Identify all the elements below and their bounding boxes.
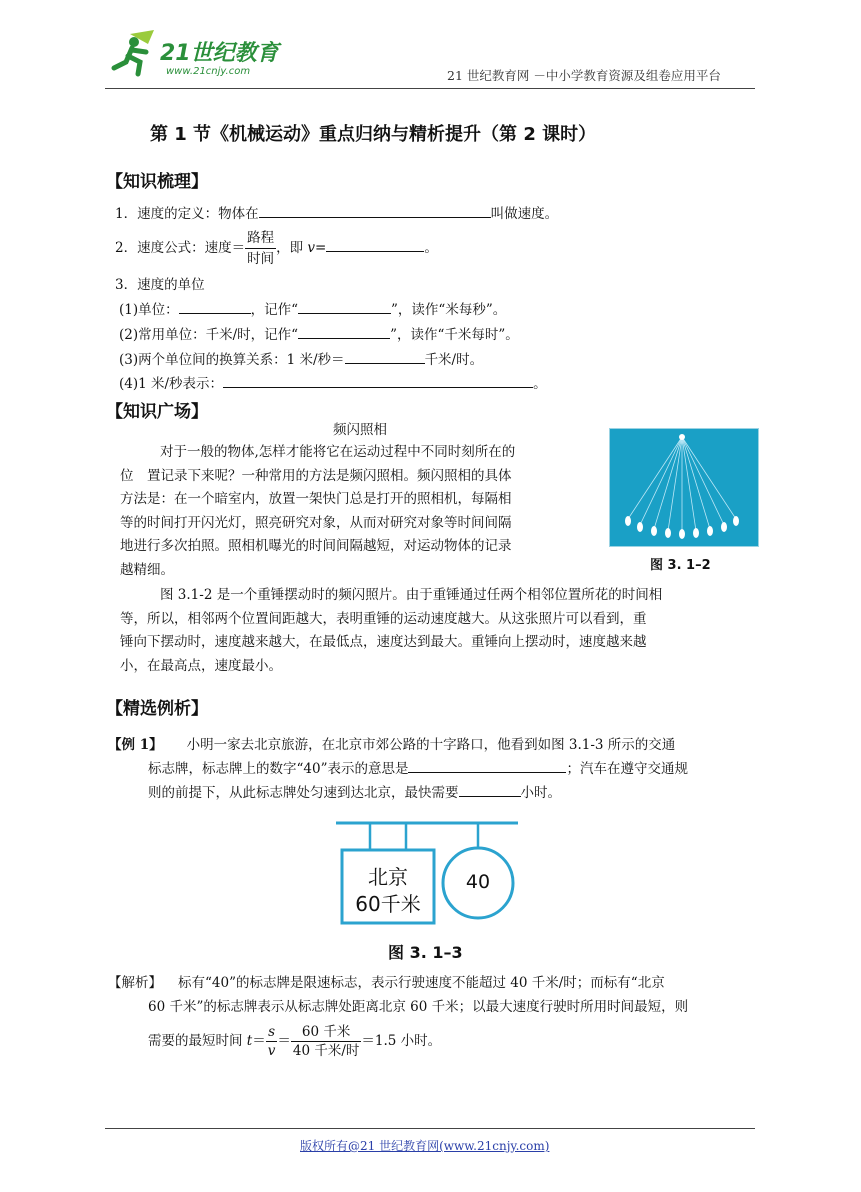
item-2 (115, 228, 438, 269)
blank-2[interactable] (326, 237, 424, 252)
reading-line: 对于一般的物体,怎样才能将它在运动过程中不同时刻所在的 (160, 444, 516, 460)
analysis-result: ＝1.5 小时。 (361, 1033, 442, 1049)
item-3-4-end: 。 (533, 376, 547, 392)
var-v: v (307, 240, 316, 256)
blank-3-1a[interactable] (179, 299, 251, 314)
item-3-1-text: (1)单位： (119, 302, 179, 318)
item-3: 3．速度的单位 (115, 277, 205, 293)
item-3-2 (119, 324, 519, 345)
fraction-s-over-v (266, 1023, 278, 1060)
blank-example-1b[interactable] (459, 782, 521, 797)
section-extension: 【知识广场】 (106, 402, 208, 422)
blank-3-4[interactable] (223, 373, 533, 388)
reading-line: 方法是：在一个暗室内，放置一架快门总是打开的照相机，每隔相 (120, 491, 512, 507)
reading-paragraph-1 (120, 441, 600, 582)
analysis-line: 需要的最短时间 (148, 1033, 247, 1049)
item-2-eq: = (315, 240, 327, 256)
blank-example-1a[interactable] (408, 758, 566, 773)
item-3-4-text: (4)1 米/秒表示： (119, 376, 224, 392)
figure-caption-3-1-3: 图 3. 1–3 (388, 943, 463, 962)
equals: ＝ (277, 1033, 291, 1049)
logo-url: www.21cnjy.com (166, 66, 251, 77)
fraction-speed (245, 228, 276, 269)
item-3-1-mid: ，记作“ (250, 302, 299, 318)
item-3-2-text: (2)常用单位：千米/时，记作“ (119, 327, 299, 343)
equals: ＝ (252, 1033, 266, 1049)
item-1-tail: 叫做速度。 (490, 206, 559, 222)
analysis-label: 【解析】 (108, 975, 162, 991)
sign-distance: 60千米 (355, 892, 421, 916)
example-line: 标志牌，标志牌上的数字“40”表示的意思是 (148, 761, 409, 777)
reading-heading: 频闪照相 (333, 422, 387, 438)
fraction-values (291, 1023, 362, 1060)
runner-logo-icon (108, 28, 164, 82)
logo (108, 28, 283, 82)
item-3-2-end: ”，读作“千米每时”。 (390, 327, 519, 343)
item-3-4 (119, 373, 547, 394)
fraction-num: 60 千米 (291, 1023, 362, 1042)
reading-line: 等的时间打开闪光灯，照亮研究对象，从而对研究对象等时间间隔 (120, 514, 512, 531)
item-3-3-end: 千米/时。 (424, 352, 484, 368)
example-1 (108, 733, 758, 805)
traffic-sign-figure (336, 815, 518, 927)
blank-3-2[interactable] (298, 324, 390, 339)
var-t: t (246, 1033, 253, 1049)
item-1-text: 1．速度的定义：物体在 (115, 206, 259, 222)
item-2-text: 2．速度公式：速度＝ (115, 240, 246, 256)
var-s: s (266, 1023, 278, 1042)
item-3-1-end: ”，读作“米每秒”。 (391, 302, 507, 318)
figure-caption-3-1-2: 图 3. 1–2 (650, 558, 711, 573)
item-1 (115, 203, 558, 224)
item-2-mid: ，即 (276, 240, 308, 256)
blank-1[interactable] (259, 203, 491, 218)
item-3-3 (119, 349, 483, 370)
example-line: 小时。 (520, 785, 561, 801)
reading-line: 位 置记录下来呢？一种常用的方法是频闪照相。频闪照相的具体 (120, 467, 512, 484)
fraction-num: 路程 (245, 228, 276, 249)
reading-line: 等，所以，相邻两个位置间距越大，表明重锤的运动速度越大。从这张照片可以看到，重 (120, 610, 647, 627)
reading-line: 锤向下摆动时，速度越来越大，在最低点，速度达到最大。重锤向上摆动时，速度越来越 (120, 634, 647, 650)
example-line: 则的前提下，从此标志牌处匀速到达北京，最快需要 (148, 785, 459, 801)
fraction-den: 时间 (247, 251, 275, 267)
sign-city: 北京 (368, 865, 408, 889)
footer-copyright-link[interactable]: 版权所有@21 世纪教育网(www.21cnjy.com) (300, 1139, 550, 1153)
item-3-1 (119, 299, 506, 320)
reading-line: 图 3.1-2 是一个重锤摆动时的频闪照片。由于重锤通过任两个相邻位置所花的时间相 (160, 587, 663, 603)
item-3-3-text: (3)两个单位间的换算关系：1 米/秒＝ (119, 352, 345, 368)
footer-divider (105, 1128, 755, 1129)
strobe-photo (609, 428, 759, 547)
analysis-line: 60 千米”的标志牌表示从标志牌处距离北京 60 千米；以最大速度行驶时所用时间最短，则 (148, 999, 689, 1015)
analysis-line: 标有“40”的标志牌是限速标志，表示行驶速度不能超过 40 千米/时；而标有“北京 (178, 975, 665, 991)
header-divider (105, 88, 755, 89)
reading-paragraph-2 (120, 584, 757, 678)
logo-text: 21世纪教育 (160, 41, 279, 66)
example-line: 小明一家去北京旅游，在北京市郊公路的十字路口，他看到如图 3.1-3 所示的交通 (186, 737, 676, 753)
reading-line: 地进行多次拍照。照相机曝光的时间间隔越短，对运动物体的记录 (120, 538, 512, 554)
speed-limit-value: 40 (465, 871, 491, 893)
section-knowledge: 【知识梳理】 (106, 172, 208, 192)
pendulum-strobe-image (610, 429, 758, 546)
blank-3-1b[interactable] (298, 299, 391, 314)
section-examples: 【精选例析】 (106, 699, 208, 719)
analysis (108, 971, 758, 1060)
fraction-den: 40 千米/时 (292, 1043, 360, 1059)
reading-line: 越精细。 (120, 561, 174, 578)
example-line: ；汽车在遵守交通规 (566, 761, 688, 777)
reading-line: 小，在最高点，速度最小。 (120, 657, 282, 674)
blank-3-3[interactable] (345, 349, 425, 364)
header-slogan: 21 世纪教育网 －中小学教育资源及组卷应用平台 (447, 68, 721, 83)
page-title: 第 1 节《机械运动》重点归纳与精析提升（第 2 课时） (150, 124, 597, 145)
item-2-end: 。 (424, 240, 438, 256)
example-label: 【例 1】 (108, 737, 163, 753)
var-v: v (267, 1043, 276, 1059)
